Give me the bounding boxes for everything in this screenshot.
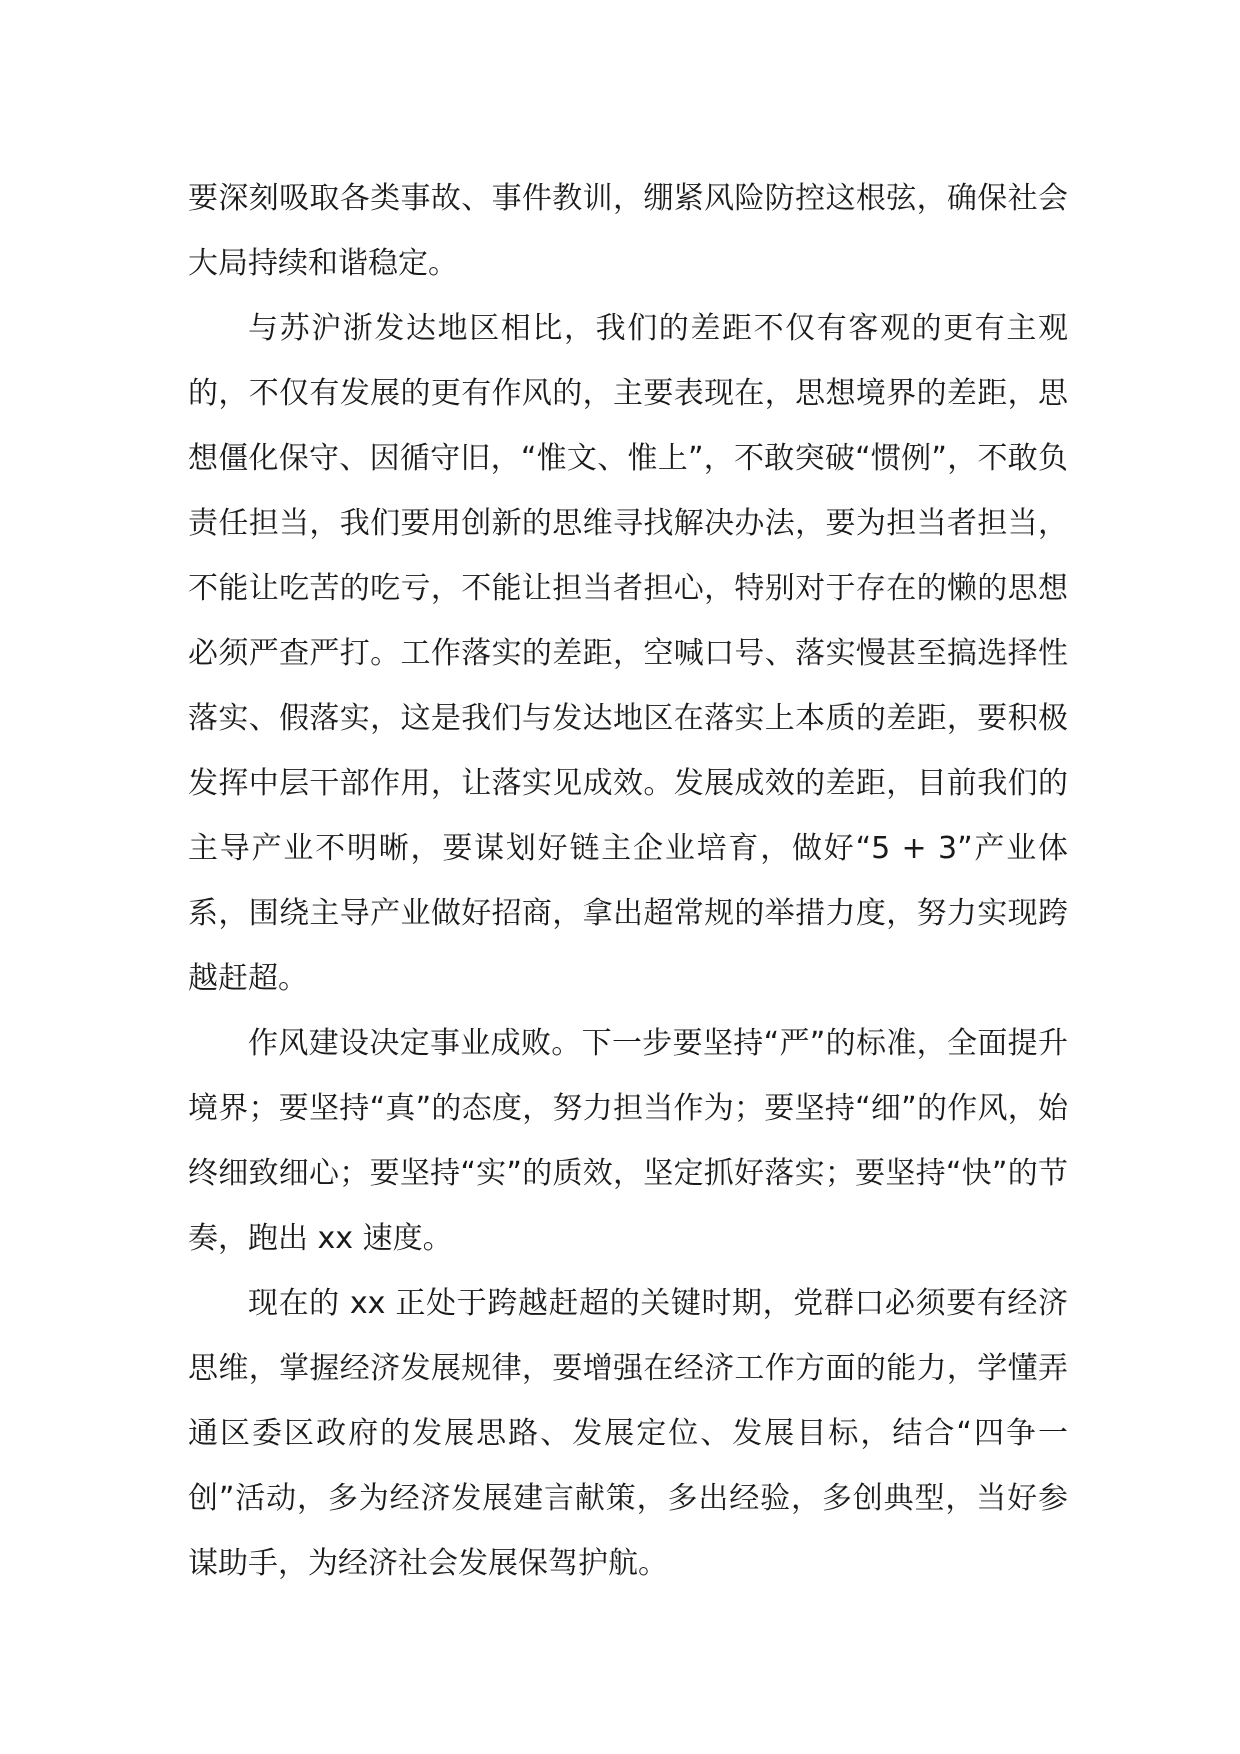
paragraph-gap-analysis: 与苏沪浙发达地区相比，我们的差距不仅有客观的更有主观的，不仅有发展的更有作风的，主要表现在，思想境界的差距，思想僵化保守、因循守旧，“惟文、惟上”，不敢突破“惯例”，不敢负责任担当，我们要用创新的思维寻找解决办法，要为担当者担当，不能让吃苦的吃亏，不能让担当者担心，特别对于存在的懒的思想必须严查严打。工作落实的差距，空喊口号、落实慢甚至搞选择性落实、假落实，这是我们与发达地区在落实上本质的差距，要积极发挥中层干部作用，让落实见成效。发展成效的差距，目前我们的主导产业不明晰，要谋划好链主企业培育，做好“5 + 3”产业体系，围绕主导产业做好招商，拿出超常规的举措力度，努力实现跨越赶超。 [188, 311, 1068, 996]
paragraph-continuation: 要深刻吸取各类事故、事件教训，绷紧风险防控这根弦，确保社会大局持续和谐稳定。 [188, 181, 1068, 281]
paragraph-economic-thinking: 现在的 xx 正处于跨越赶超的关键时期，党群口必须要有经济思维，掌握经济发展规律，要增强在经济工作方面的能力，学懂弄通区委区政府的发展思路、发展定位、发展目标，结合“四争一创”活动，多为经济发展建言献策，多出经验，多创典型，当好参谋助手，为经济社会发展保驾护航。 [188, 1286, 1068, 1581]
paragraph-work-style: 作风建设决定事业成败。下一步要坚持“严”的标准，全面提升境界；要坚持“真”的态度，努力担当作为；要坚持“细”的作风，始终细致细心；要坚持“实”的质效，坚定抓好落实；要坚持“快”的节奏，跑出 xx 速度。 [188, 1026, 1068, 1256]
document-page [188, 166, 1068, 1596]
